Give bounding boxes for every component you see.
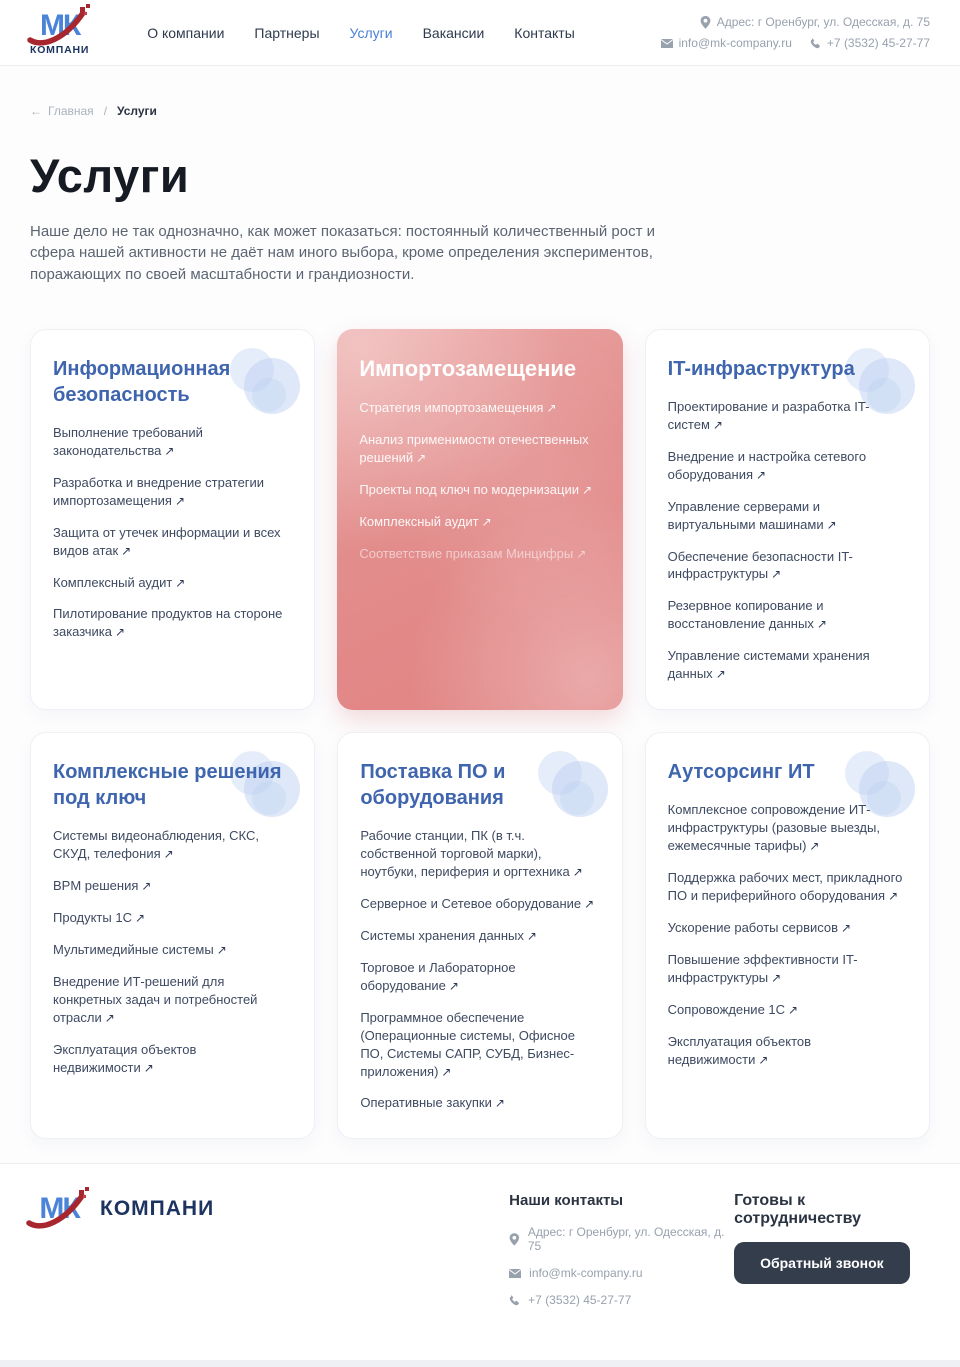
- header-address: Адрес: г Оренбург, ул. Одесская, д. 75: [700, 15, 930, 29]
- services-grid: [30, 329, 930, 1140]
- card-title: Импортозамещение: [359, 355, 577, 381]
- service-link[interactable]: Комплексное сопровождение ИТ-инфраструктуры (разовые выезды, ежемесячные тарифы) ↗: [667, 802, 880, 854]
- external-link-arrow-icon: ↗: [771, 567, 782, 582]
- card-title: Информационная безопасность: [53, 357, 231, 406]
- external-link-arrow-icon: ↗: [134, 910, 146, 925]
- footer-cta: [734, 1192, 930, 1284]
- service-link[interactable]: Эксплуатация объектов недвижимости ↗: [667, 1033, 812, 1067]
- external-link-arrow-icon: ↗: [581, 483, 593, 498]
- service-link[interactable]: Анализ применимости отечественных решений ↗: [359, 432, 589, 466]
- external-link-arrow-icon: ↗: [546, 401, 557, 416]
- service-link[interactable]: BPM решения ↗: [53, 878, 152, 894]
- bottom-strip: [0, 1360, 960, 1367]
- footer-logo[interactable]: [30, 1192, 214, 1226]
- external-link-arrow-icon: ↗: [526, 928, 537, 943]
- external-link-arrow-icon: ↗: [816, 617, 827, 632]
- external-link-arrow-icon: ↗: [576, 547, 587, 562]
- card-title: Поставка ПО и оборудования: [360, 761, 506, 810]
- external-link-arrow-icon: ↗: [712, 417, 723, 432]
- external-link-arrow-icon: ↗: [416, 451, 427, 466]
- service-link[interactable]: Внедрение ИТ-решений для конкретных задач и потребностей отрасли ↗: [53, 973, 258, 1025]
- service-link[interactable]: Выполнение требований законодательства ↗: [53, 424, 203, 458]
- service-link[interactable]: Повышение эффективности IT-инфраструктуры ↗: [667, 951, 858, 985]
- service-link[interactable]: Обеспечение безопасности IT-инфраструктуры ↗: [667, 548, 853, 582]
- header-contacts: [661, 15, 930, 50]
- header-phone[interactable]: +7 (3532) 45-27-77: [810, 36, 930, 50]
- phone-icon: [810, 38, 821, 49]
- page-description: Наше дело не так однозначно, как может показаться: постоянный количественный рост и сфера нашей активности не даёт нам иного выбора, кроме определения экспериментов, поражающих по своей масштабности и грандиозности.: [30, 223, 655, 283]
- external-link-arrow-icon: ↗: [841, 920, 852, 935]
- external-link-arrow-icon: ↗: [584, 896, 595, 911]
- external-link-arrow-icon: ↗: [121, 543, 132, 558]
- service-card-import-substitution: [337, 329, 622, 710]
- service-link[interactable]: Системы видеонаблюдения, СКС, СКУД, телефония ↗: [53, 828, 259, 862]
- service-card-information-security: [30, 329, 315, 710]
- external-link-arrow-icon: ↗: [756, 467, 767, 482]
- external-link-arrow-icon: ↗: [448, 978, 459, 993]
- cta-label: Готовы к сотрудничеству: [734, 1192, 861, 1228]
- external-link-arrow-icon: ↗: [572, 865, 583, 880]
- footer: [0, 1163, 960, 1360]
- service-card-it-outsourcing: [645, 732, 930, 1139]
- external-link-arrow-icon: ↗: [164, 443, 175, 458]
- card-items: [668, 398, 907, 683]
- footer-contacts: [509, 1192, 734, 1320]
- external-link-arrow-icon: ↗: [141, 879, 152, 894]
- external-link-arrow-icon: ↗: [163, 847, 174, 862]
- breadcrumb-separator: /: [103, 104, 108, 118]
- location-pin-icon: [700, 16, 711, 29]
- card-title: Комплексные решения под ключ: [53, 761, 282, 810]
- footer-contacts-title: Наши контакты: [509, 1192, 624, 1210]
- nav-item-partners[interactable]: Партнеры: [254, 24, 320, 41]
- header-email[interactable]: info@mk-company.ru: [661, 36, 792, 50]
- service-link[interactable]: Эксплуатация объектов недвижимости ↗: [53, 1041, 197, 1075]
- service-link[interactable]: Внедрение и настройка сетевого оборудования ↗: [667, 448, 867, 482]
- external-link-arrow-icon: ↗: [888, 888, 899, 903]
- service-link[interactable]: Управление системами хранения данных ↗: [667, 648, 870, 682]
- external-link-arrow-icon: ↗: [788, 1002, 799, 1017]
- service-link[interactable]: Торговое и Лабораторное оборудование ↗: [360, 959, 516, 993]
- nav-item-services[interactable]: Услуги: [349, 24, 393, 41]
- logo-mk-letters: МК: [39, 9, 80, 42]
- service-link[interactable]: Комплексный аудит ↗: [53, 574, 186, 590]
- external-link-arrow-icon: ↗: [758, 1052, 769, 1067]
- service-link[interactable]: Программное обеспечение (Операционные системы, Офисное ПО, Системы САПР, СУБД, Бизнес-приложения) ↗: [360, 1009, 575, 1079]
- footer-phone[interactable]: +7 (3532) 45-27-77: [509, 1293, 734, 1307]
- external-link-arrow-icon: ↗: [494, 1096, 505, 1111]
- location-pin-icon: [509, 1233, 520, 1246]
- main-nav: [147, 25, 575, 41]
- external-link-arrow-icon: ↗: [216, 942, 227, 957]
- card-items: [359, 399, 600, 563]
- footer-logo-mark: [30, 1192, 88, 1226]
- service-link[interactable]: Защита от утечек информации и всех видов атак ↗: [53, 524, 281, 558]
- service-link[interactable]: Резервное копирование и восстановление данных ↗: [667, 598, 827, 632]
- envelope-icon: [661, 39, 673, 48]
- service-link[interactable]: Ускорение работы сервисов ↗: [667, 919, 852, 935]
- card-title: Аутсорсинг ИТ: [667, 761, 815, 784]
- envelope-icon: [509, 1269, 521, 1278]
- service-link[interactable]: Поддержка рабочих мест, прикладного ПО и периферийного оборудования ↗: [667, 869, 903, 903]
- service-link[interactable]: Комплексный аудит ↗: [359, 514, 492, 530]
- nav-item-contacts[interactable]: Контакты: [514, 24, 575, 41]
- logo-mk-letters: МК: [39, 1192, 79, 1226]
- external-link-arrow-icon: ↗: [115, 625, 126, 640]
- service-link[interactable]: Мультимедийные системы ↗: [53, 941, 227, 957]
- breadcrumb: [30, 104, 930, 118]
- phone-icon: [509, 1295, 520, 1306]
- service-link[interactable]: Соответствие приказам Минцифры ↗: [359, 546, 587, 562]
- external-link-arrow-icon: ↗: [809, 839, 820, 854]
- service-card-turnkey-solutions: [30, 732, 315, 1139]
- external-link-arrow-icon: ↗: [826, 517, 837, 532]
- external-link-arrow-icon: ↗: [175, 575, 186, 590]
- nav-item-about[interactable]: О компании: [147, 24, 225, 41]
- service-link[interactable]: Разработка и внедрение стратегии импортозамещения ↗: [53, 474, 265, 508]
- footer-logo-company-text: КОМПАНИ: [100, 1197, 215, 1221]
- footer-address: Адрес: г Оренбург, ул. Одесская, д. 75: [509, 1225, 734, 1253]
- breadcrumb-current: Услуги: [117, 104, 157, 118]
- card-items: [53, 424, 292, 641]
- external-link-arrow-icon: ↗: [143, 1060, 154, 1075]
- back-arrow-icon: ←: [30, 104, 42, 118]
- service-link[interactable]: Системы хранения данных ↗: [360, 927, 537, 943]
- breadcrumb-home-link[interactable]: ← Главная: [30, 104, 94, 118]
- logo-company-text: КОМПАНИ: [30, 44, 90, 56]
- service-link[interactable]: Управление серверами и виртуальными машинами ↗: [667, 498, 837, 532]
- external-link-arrow-icon: ↗: [771, 970, 782, 985]
- service-link[interactable]: Проекты под ключ по модернизации ↗: [359, 482, 593, 498]
- header: [0, 0, 960, 66]
- card-items: [360, 827, 599, 1112]
- external-link-arrow-icon: ↗: [441, 1064, 452, 1079]
- external-link-arrow-icon: ↗: [104, 1010, 115, 1025]
- service-link[interactable]: Рабочие станции, ПК (в т.ч. собственной торговой марки), ноутбуки, периферия и оргтехника ↗: [360, 828, 583, 880]
- nav-item-vacancies[interactable]: Вакансии: [422, 24, 485, 41]
- external-link-arrow-icon: ↗: [481, 515, 492, 530]
- service-link[interactable]: Пилотирование продуктов на стороне заказчика ↗: [53, 606, 283, 640]
- footer-email[interactable]: info@mk-company.ru: [509, 1266, 734, 1280]
- card-items: [53, 827, 292, 1076]
- service-card-software-hardware-supply: [337, 732, 622, 1139]
- callback-button[interactable]: Обратный звонок: [734, 1242, 910, 1284]
- service-link[interactable]: Проектирование и разработка IT-систем ↗: [667, 398, 870, 432]
- service-link[interactable]: Серверное и Сетевое оборудование ↗: [360, 895, 595, 911]
- service-link[interactable]: Продукты 1С ↗: [53, 909, 146, 925]
- card-title: IT-инфраструктура: [667, 357, 855, 380]
- company-logo[interactable]: [30, 9, 89, 56]
- service-link[interactable]: Оперативные закупки ↗: [360, 1095, 505, 1111]
- external-link-arrow-icon: ↗: [174, 493, 185, 508]
- external-link-arrow-icon: ↗: [715, 667, 726, 682]
- service-link[interactable]: Сопровождение 1С ↗: [667, 1001, 799, 1017]
- page-title: Услуги: [30, 149, 190, 202]
- service-link[interactable]: Стратегия импортозамещения ↗: [359, 400, 557, 416]
- logo-mark: [31, 9, 89, 43]
- card-items: [668, 801, 907, 1068]
- service-card-it-infrastructure: [645, 329, 930, 710]
